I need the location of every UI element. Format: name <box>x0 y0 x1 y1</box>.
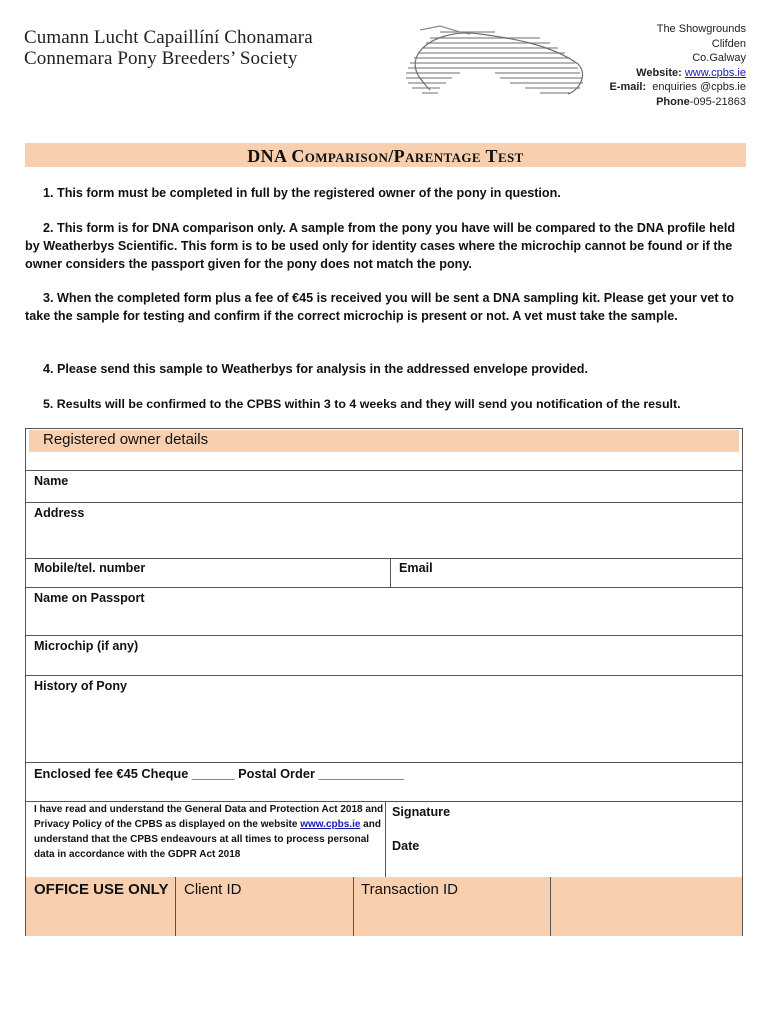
address-line1: The Showgrounds <box>656 23 746 35</box>
instruction-2 <box>25 219 747 273</box>
instruction-1 <box>25 184 747 202</box>
email-value: enquiries @cpbs.ie <box>652 81 746 94</box>
address-line2: Clifden <box>711 37 746 50</box>
email-label: E-mail: <box>609 81 647 94</box>
address-block <box>609 22 746 110</box>
phone-value: -095-21863 <box>689 95 746 108</box>
microchip-label: Microchip (if any) <box>34 639 139 653</box>
date-label: Date <box>392 839 420 853</box>
org-name-irish: Cumann Lucht Capaillíní Chonamara <box>24 27 313 48</box>
instruction-5 <box>25 395 747 413</box>
transaction-id-label: Transaction ID <box>361 881 458 898</box>
history-label: History of Pony <box>34 679 128 693</box>
address-label: Address <box>34 506 85 520</box>
phone-label: Phone <box>656 95 690 108</box>
instruction-5-text: 5. Results will be confirmed to the CPBS within 3 to 4 weeks and they will send you notification of the result. <box>43 397 681 411</box>
office-use-row <box>26 877 742 936</box>
instruction-2-text: 2. This form is for DNA comparison only. A sample from the pony you have will be compared to the DNA profile held by Weatherbys Scientific. This form is to be used only for identity cases where the microchip cannot be found or if the owner considers the passport given for the pony does not match the pony. <box>25 221 736 271</box>
website-row <box>609 66 746 81</box>
passport-name-label: Name on Passport <box>34 591 145 605</box>
section-header: Registered owner details <box>43 431 209 448</box>
instruction-4 <box>25 360 747 378</box>
signature-label: Signature <box>392 805 451 819</box>
website-link[interactable]: www.cpbs.ie <box>684 66 746 79</box>
address-line3: Co.Galway <box>692 52 746 65</box>
gdpr-statement <box>34 802 384 862</box>
owner-details-form <box>25 428 743 936</box>
gdpr-text-before: I have read and understand the General Data and Protection Act 2018 and Privacy Policy of the CPBS as displayed on the website <box>34 804 384 830</box>
org-name-english: Connemara Pony Breeders’ Society <box>24 48 298 69</box>
instruction-3 <box>25 289 747 325</box>
office-use-label: OFFICE USE ONLY <box>34 881 169 898</box>
email-field-label: Email <box>399 561 433 575</box>
pony-head-logo <box>400 24 590 96</box>
fee-label: Enclosed fee €45 Cheque ______ Postal Order ____________ <box>34 766 404 781</box>
client-id-label: Client ID <box>184 881 242 898</box>
mobile-label: Mobile/tel. number <box>34 561 146 575</box>
website-label: Website: <box>636 66 682 79</box>
instruction-4-text: 4. Please send this sample to Weatherbys for analysis in the addressed envelope provided. <box>43 362 588 376</box>
instruction-1-text: 1. This form must be completed in full by the registered owner of the pony in question. <box>43 186 561 200</box>
email-row <box>609 80 746 95</box>
page-title: DNA Comparison/Parentage Test <box>247 146 524 166</box>
gdpr-text-after: and understand that the CPBS endeavours at all times to process personal data in accordance with the GDPR Act 2018 <box>34 819 381 860</box>
phone-row <box>609 95 746 110</box>
gdpr-website-link[interactable]: www.cpbs.ie <box>300 819 361 830</box>
title-bar <box>25 143 746 167</box>
instruction-3-text: 3. When the completed form plus a fee of €45 is received you will be sent a DNA sampling kit. Please get your vet to take the sample for testing and confirm if the correct microchip is present or not. A vet must take the sample. <box>25 291 734 323</box>
name-label: Name <box>34 474 69 488</box>
